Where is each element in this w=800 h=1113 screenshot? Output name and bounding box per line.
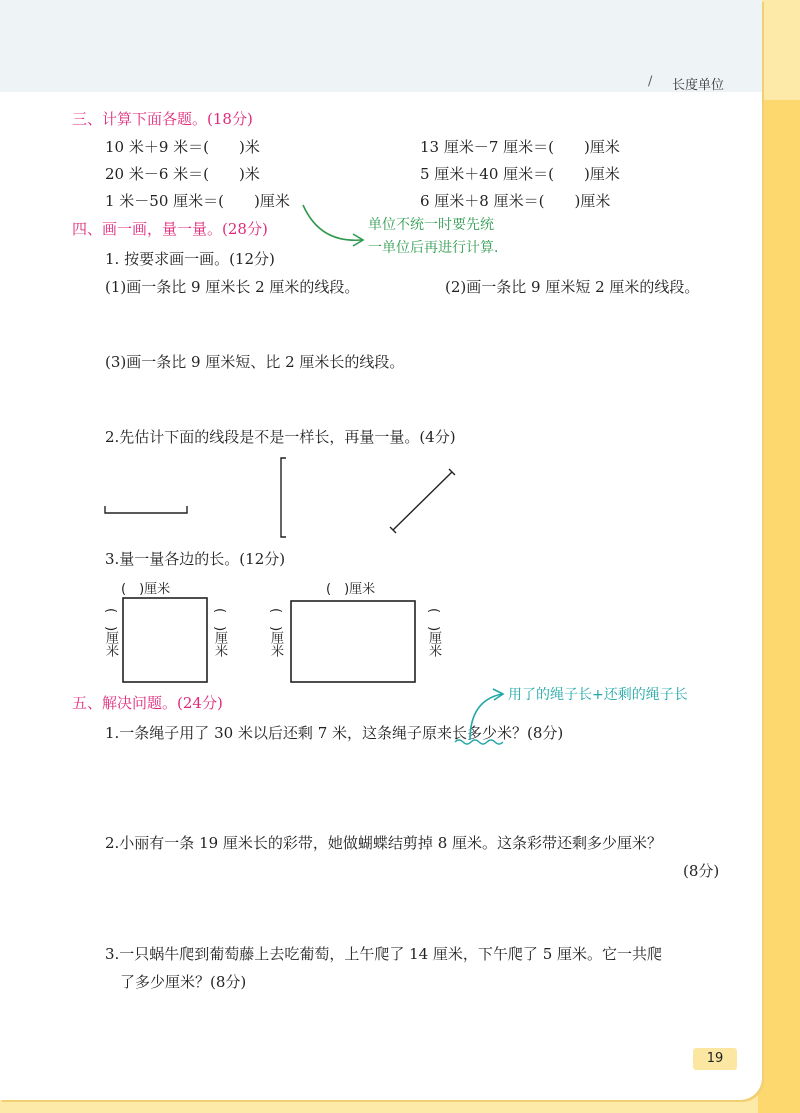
problem-2-score: (8分) [683, 862, 720, 880]
square-left-blank: ( )厘米 [103, 608, 118, 658]
header-mark: / [648, 74, 653, 89]
handwritten-note-line2: 一单位后再进行计算. [368, 240, 499, 256]
square-right-blank: ( )厘米 [212, 608, 227, 658]
square-top-blank: ( )厘米 [121, 582, 171, 597]
q1-part-c: (3)画一条比 9 厘米短、比 2 厘米长的线段。 [105, 353, 405, 371]
segment-horizontal [105, 506, 187, 513]
problem-3-line2: 了多少厘米？(8分) [120, 973, 247, 991]
q1-part-b: (2)画一条比 9 厘米短 2 厘米的线段。 [445, 278, 700, 296]
problem-3-line1: 3.一只蜗牛爬到葡萄藤上去吃葡萄，上午爬了 14 厘米，下午爬了 5 厘米。它一共爬 [105, 945, 663, 963]
segment-diagonal [390, 469, 455, 533]
problem-2: 2.小丽有一条 19 厘米长的彩带，她做蝴蝶结剪掉 8 厘米。这条彩带还剩多少厘米？ [105, 834, 663, 852]
problem-1: 1.一条绳子用了 30 米以后还剩 7 米，这条绳子原来长多少米？(8分) [105, 724, 564, 742]
calc-item: 13 厘米－7 厘米＝( )厘米 [420, 138, 620, 156]
q3-title: 3.量一量各边的长。(12分) [105, 550, 286, 568]
handwritten-note-rope: 用了的绳子长+还剩的绳子长 [508, 687, 688, 703]
rect-top-blank: ( )厘米 [326, 582, 376, 597]
rect-right-blank: ( )厘米 [426, 608, 441, 658]
calc-item: 5 厘米＋40 厘米＝( )厘米 [420, 165, 620, 183]
rect-left-blank: ( )厘米 [268, 608, 283, 658]
header-label: 长度单位 [672, 78, 725, 93]
rope-note-arrow [470, 694, 502, 740]
q1-title: 1. 按要求画一画。(12分) [105, 250, 275, 268]
q2-title: 2.先估计下面的线段是不是一样长，再量一量。(4分) [105, 428, 456, 446]
square-shape [123, 598, 207, 682]
calc-item: 6 厘米＋8 厘米＝( )厘米 [420, 192, 611, 210]
calc-item: 20 米－6 米＝( )米 [105, 165, 260, 183]
section3-title: 三、计算下面各题。(18分) [72, 110, 253, 128]
section5-title: 五、解决问题。(24分) [72, 694, 223, 712]
segment-vertical [281, 458, 286, 537]
page-number: 19 [693, 1048, 737, 1070]
handwritten-note-line1: 单位不统一时要先统 [368, 217, 494, 233]
q1-part-a: (1)画一条比 9 厘米长 2 厘米的线段。 [105, 278, 360, 296]
calc-item: 10 米＋9 米＝( )米 [105, 138, 260, 156]
section4-title: 四、画一画，量一量。(28分) [72, 220, 268, 238]
wavy-underline [455, 740, 503, 744]
calc-item: 1 米－50 厘米＝( )厘米 [105, 192, 290, 210]
rectangle-shape [291, 601, 415, 682]
